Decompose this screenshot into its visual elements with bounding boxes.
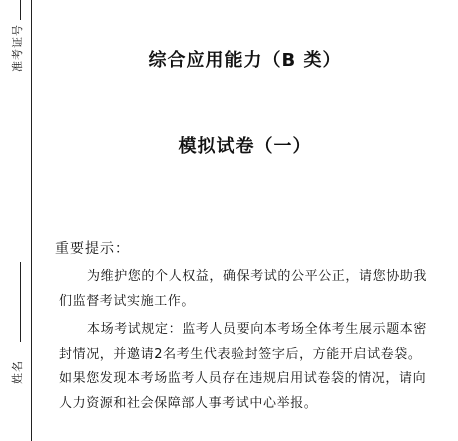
ticket-number-fill-line bbox=[20, 0, 21, 20]
paragraph-line: 如果您发现本考场监考人员存在违规启用试卷袋的情况，请向 bbox=[59, 371, 427, 386]
notice-paragraph-1 bbox=[59, 265, 444, 314]
document-title: 综合应用能力（B 类） bbox=[148, 50, 342, 71]
paragraph-line: 人力资源和社会保障部人事考试中心举报。 bbox=[59, 395, 318, 411]
paragraph-line: 封情况，并邀请2名考生代表验封签字后，方能开启试卷袋。 bbox=[59, 346, 422, 362]
paragraph-line: 为维护您的个人权益，确保考试的公平公正，请您协助我 bbox=[87, 269, 428, 284]
document-subtitle: 模拟试卷（一） bbox=[178, 136, 312, 157]
notice-paragraph-2 bbox=[59, 318, 444, 416]
notice-heading: 重要提示： bbox=[55, 241, 130, 257]
paragraph-line: 们监督考试实施工作。 bbox=[59, 293, 196, 309]
paragraph-line: 本场考试规定：监考人员要向本考场全体考生展示题本密 bbox=[87, 322, 428, 337]
ticket-number-label: 准考证号 bbox=[11, 24, 24, 72]
name-fill-line bbox=[20, 262, 21, 342]
name-label: 姓名 bbox=[11, 360, 24, 384]
